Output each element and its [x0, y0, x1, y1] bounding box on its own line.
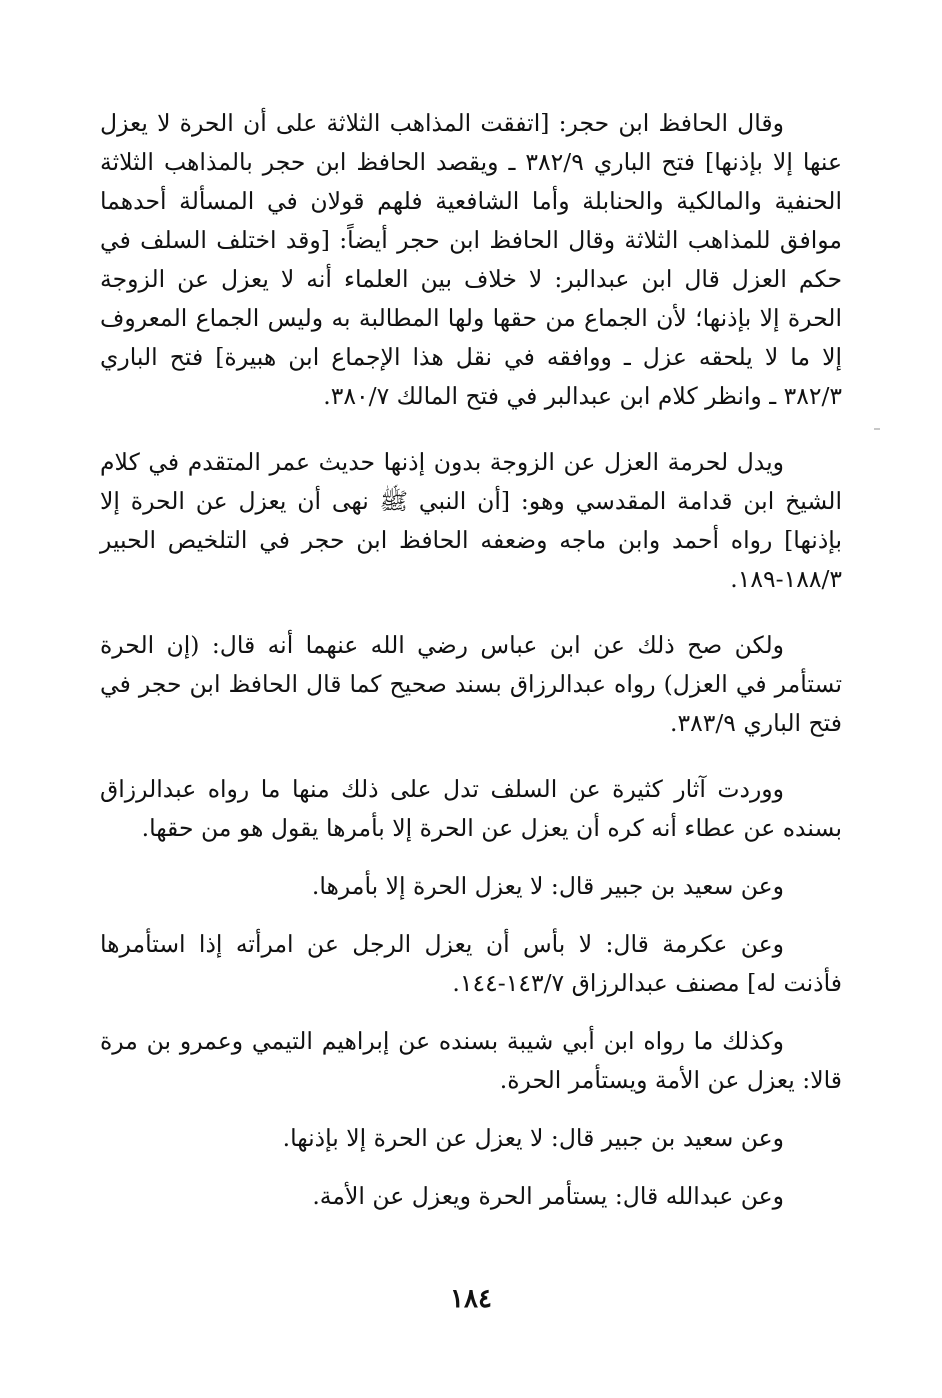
page-number: ١٨٤	[450, 1284, 492, 1314]
margin-mark	[874, 428, 880, 430]
paragraph-5: وعن سعيد بن جبير قال: لا يعزل الحرة إلا بأمرها.	[311, 872, 784, 900]
paragraph-3: ولكن صح ذلك عن ابن عباس رضي الله عنهما أنه قال: (إن الحرة تستأمر في العزل) رواه عبدالرزاق بسند صحيح كما قال الحافظ ابن حجر في فتح الباري ٣٨٣/٩.	[100, 631, 842, 737]
paragraph-4: ووردت آثار كثيرة عن السلف تدل على ذلك منها ما رواه عبدالرزاق بسنده عن عطاء أنه كره أن يعزل عن الحرة إلا بأمرها يقول هو من حقها.	[100, 775, 842, 842]
paragraph-9: وعن عبدالله قال: يستأمر الحرة ويعزل عن الأمة.	[312, 1182, 784, 1210]
paragraph-6: وعن عكرمة قال: لا بأس أن يعزل الرجل عن امرأته إذا استأمرها فأذنت له] مصنف عبدالرزاق ١٤٣/٧-١٤٤.	[100, 930, 842, 997]
paragraph-7: وكذلك ما رواه ابن أبي شيبة بسنده عن إبراهيم التيمي وعمرو بن مرة قالا: يعزل عن الأمة ويستأمر الحرة.	[100, 1027, 842, 1094]
paragraph-1: وقال الحافظ ابن حجر: [اتفقت المذاهب الثلاثة على أن الحرة لا يعزل عنها إلا بإذنها] فتح الباري ٣٨٢/٩ ـ ويقصد الحافظ ابن حجر بالمذاهب الثلاثة الحنفية والمالكية والحنابلة وأما الشافعية فلهم قولان في المسألة أحدهما موافق للمذاهب الثلاثة وقال الحافظ ابن حجر أيضاً: [وقد اختلف السلف في حكم العزل قال ابن عبدالبر: لا خلاف بين العلماء أنه لا يعزل عن الزوجة الحرة إلا بإذنها؛ لأن الجماع من حقها ولها المطالبة به وليس الجماع المعروف إلا ما لا يلحقه عزل ـ ووافقه في نقل هذا الإجماع ابن هبيرة] فتح الباري ٣٨٢/٣ ـ وانظر كلام ابن عبدالبر في فتح المالك ٣٨٠/٧.	[100, 109, 842, 410]
paragraph-2: ويدل لحرمة العزل عن الزوجة بدون إذنها حديث عمر المتقدم في كلام الشيخ ابن قدامة المقدسي وهو: [أن النبي ﷺ نهى أن يعزل عن الحرة إلا بإذنها] رواه أحمد وابن ماجه وضعفه الحافظ ابن حجر في التلخيص الحبير ١٨٨/٣-١٨٩.	[100, 448, 842, 593]
paragraph-8: وعن سعيد بن جبير قال: لا يعزل عن الحرة إلا بإذنها.	[282, 1124, 784, 1152]
page-body	[100, 104, 842, 1216]
